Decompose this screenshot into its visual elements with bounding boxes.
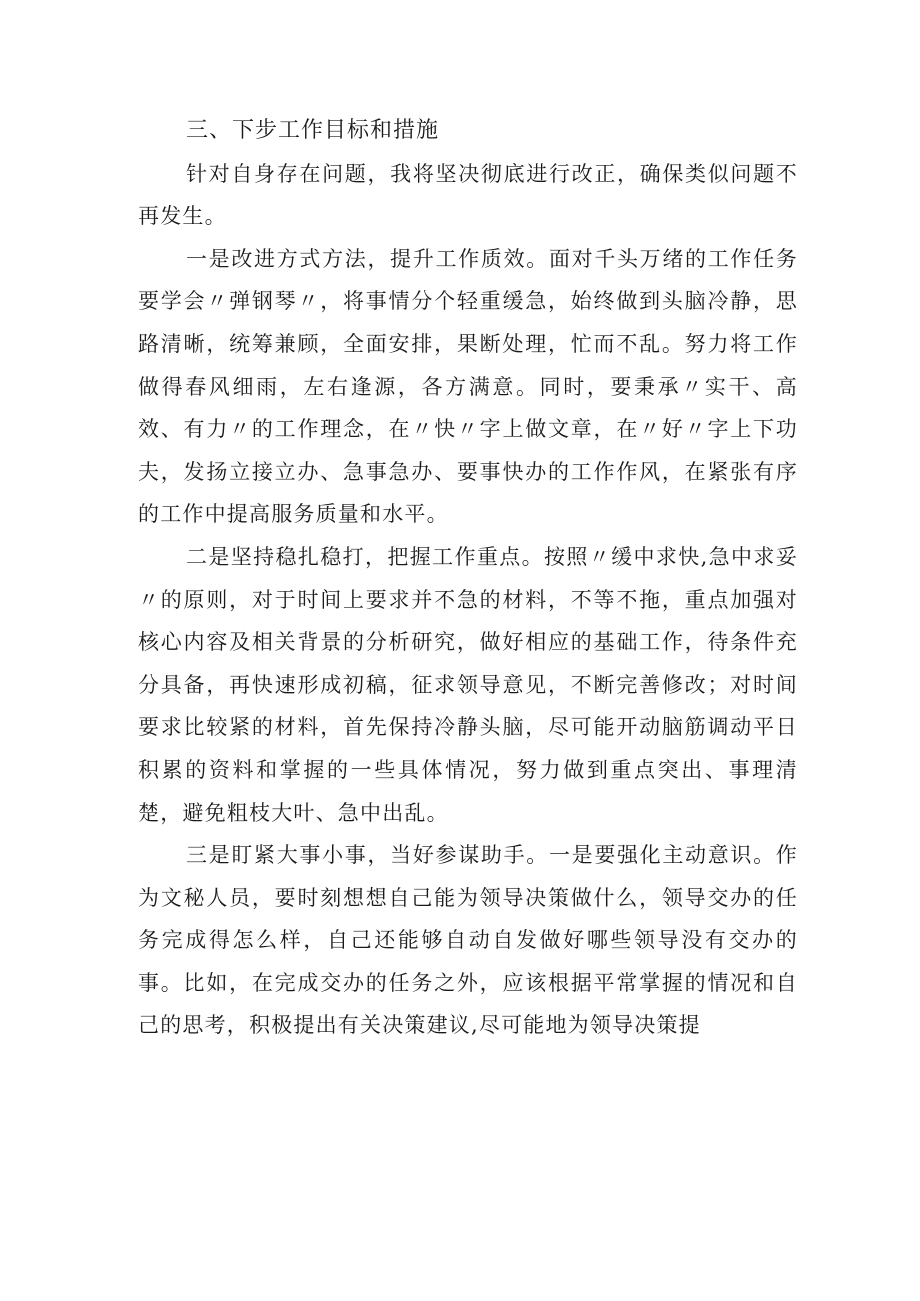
section-heading: 三、下步工作目标和措施 [186, 118, 440, 143]
paragraph-point-three: 三是盯紧大事小事，当好参谋助手。一是要强化主动意识。作为文秘人员，要时刻想想自己能为领导决策做什么，领导交办的任务完成得怎么样，自己还能够自动自发做好哪些领导没有交办的事。比如，在完成交办的任务之外，应该根据平常掌握的情况和自己的思考，积极提出有关决策建议,尽可能地为领导决策提 [138, 843, 798, 1038]
paragraph-intro: 针对自身存在问题，我将坚决彻底进行改正，确保类似问题不再发生。 [138, 161, 798, 229]
document-body [138, 110, 798, 1047]
paragraph-point-one: 一是改进方式方法，提升工作质效。面对千头万绪的工作任务要学会〃弹钢琴〃，将事情分个轻重缓急，始终做到头脑冷静，思路清晰，统筹兼顾，全面安排，果断处理，忙而不乱。努力将工作做得春风细雨，左右逢源，各方满意。同时，要秉承〃实干、高效、有力〃的工作理念，在〃快〃字上做文章，在〃好〃字上下功夫，发扬立接立办、急事急办、要事快办的工作作风，在紧张有序的工作中提高服务质量和水平。 [138, 246, 798, 527]
paragraph-point-two: 二是坚持稳扎稳打，把握工作重点。按照〃缓中求快,急中求妥〃的原则，对于时间上要求并不急的材料，不等不拖，重点加强对核心内容及相关背景的分析研究，做好相应的基础工作，待条件充分具备，再快速形成初稿，征求领导意见，不断完善修改；对时间要求比较紧的材料，首先保持冷静头脑，尽可能开动脑筋调动平日积累的资料和掌握的一些具体情况，努力做到重点突出、事理清楚，避免粗枝大叶、急中出乱。 [138, 544, 798, 825]
